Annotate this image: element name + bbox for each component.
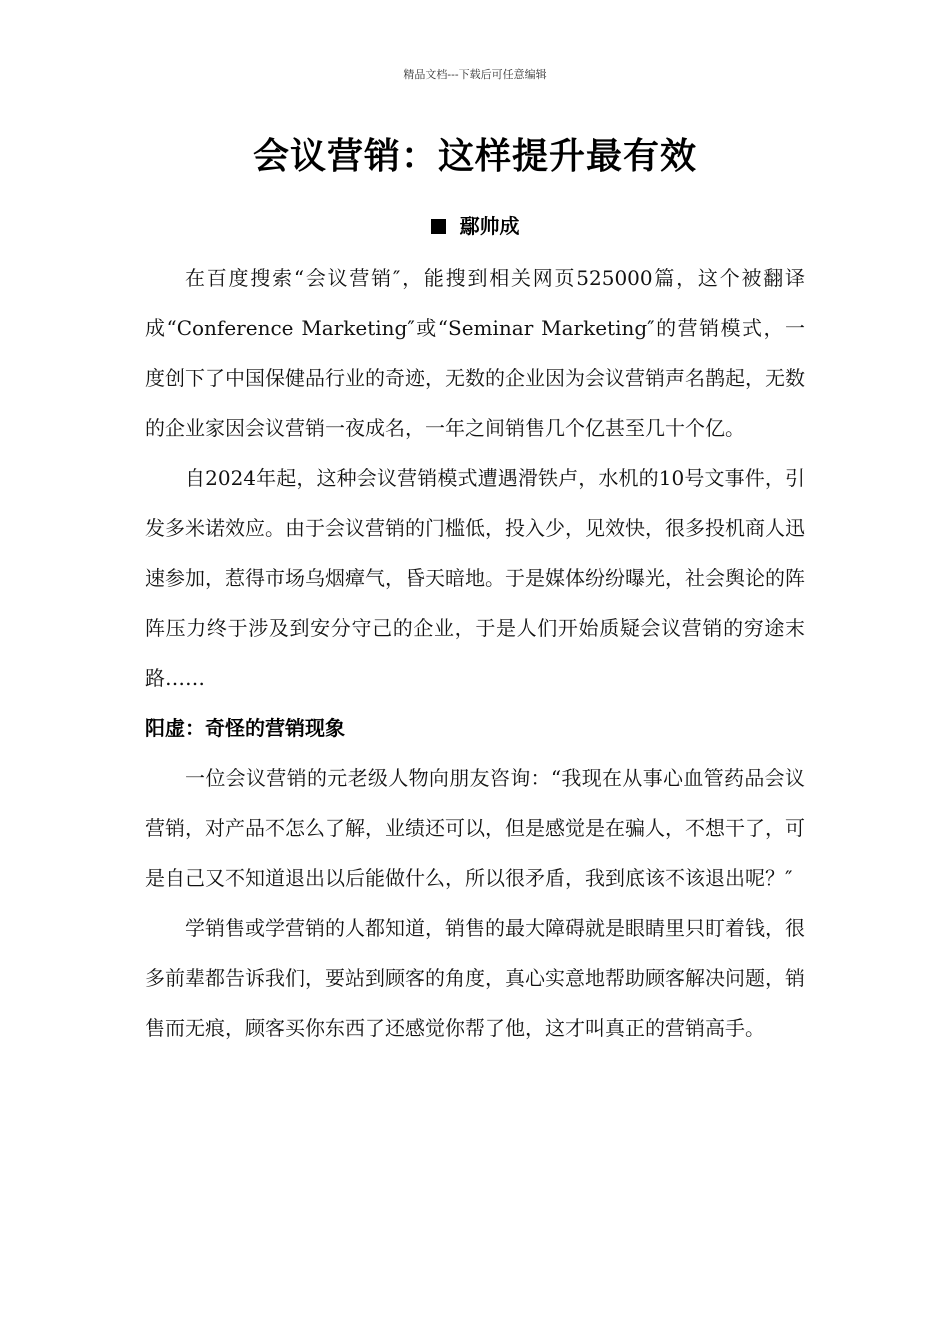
author-line <box>0 210 950 239</box>
paragraph-1: 在百度搜索“会议营销″，能搜到相关网页525000篇，这个被翻译成“Conference Marketing″或“Seminar Marketing″的营销模式，一度创下了中国保健品行业的奇迹，无数的企业因为会议营销声名鹊起，无数的企业家因会议营销一夜成名，一年之间销售几个亿甚至几十个亿。 <box>145 266 805 440</box>
paragraph-4: 学销售或学营销的人都知道，销售的最大障碍就是眼睛里只盯着钱，很多前辈都告诉我们，要站到顾客的角度，真心实意地帮助顾客解决问题，销售而无痕，顾客买你东西了还感觉你帮了他，这才叫真正的营销高手。 <box>145 916 805 1040</box>
article-title: 会议营销：这样提升最有效 <box>252 136 697 177</box>
section-heading: 阳虚：奇怪的营销现象 <box>145 716 345 740</box>
author-name: 鄢帅成 <box>459 214 520 238</box>
paragraph-2: 自2024年起，这种会议营销模式遭遇滑铁卢，水机的10号文事件，引发多米诺效应。由于会议营销的门槛低，投入少，见效快，很多投机商人迅速参加，惹得市场乌烟瘴气，昏天暗地。于是媒体纷纷曝光，社会舆论的阵阵压力终于涉及到安分守己的企业，于是人们开始质疑会议营销的穷途末路…… <box>145 466 805 690</box>
paragraph-3: 一位会议营销的元老级人物向朋友咨询：“我现在从事心血管药品会议营销，对产品不怎么了解，业绩还可以，但是感觉是在骗人，不想干了，可是自己又不知道退出以后能做什么，所以很矛盾，我到底该不该退出呢？″ <box>145 766 805 890</box>
page-header: 精品文档---下载后可任意编辑 <box>403 68 547 81</box>
square-bullet-icon <box>431 219 446 234</box>
article-body <box>145 253 805 1053</box>
